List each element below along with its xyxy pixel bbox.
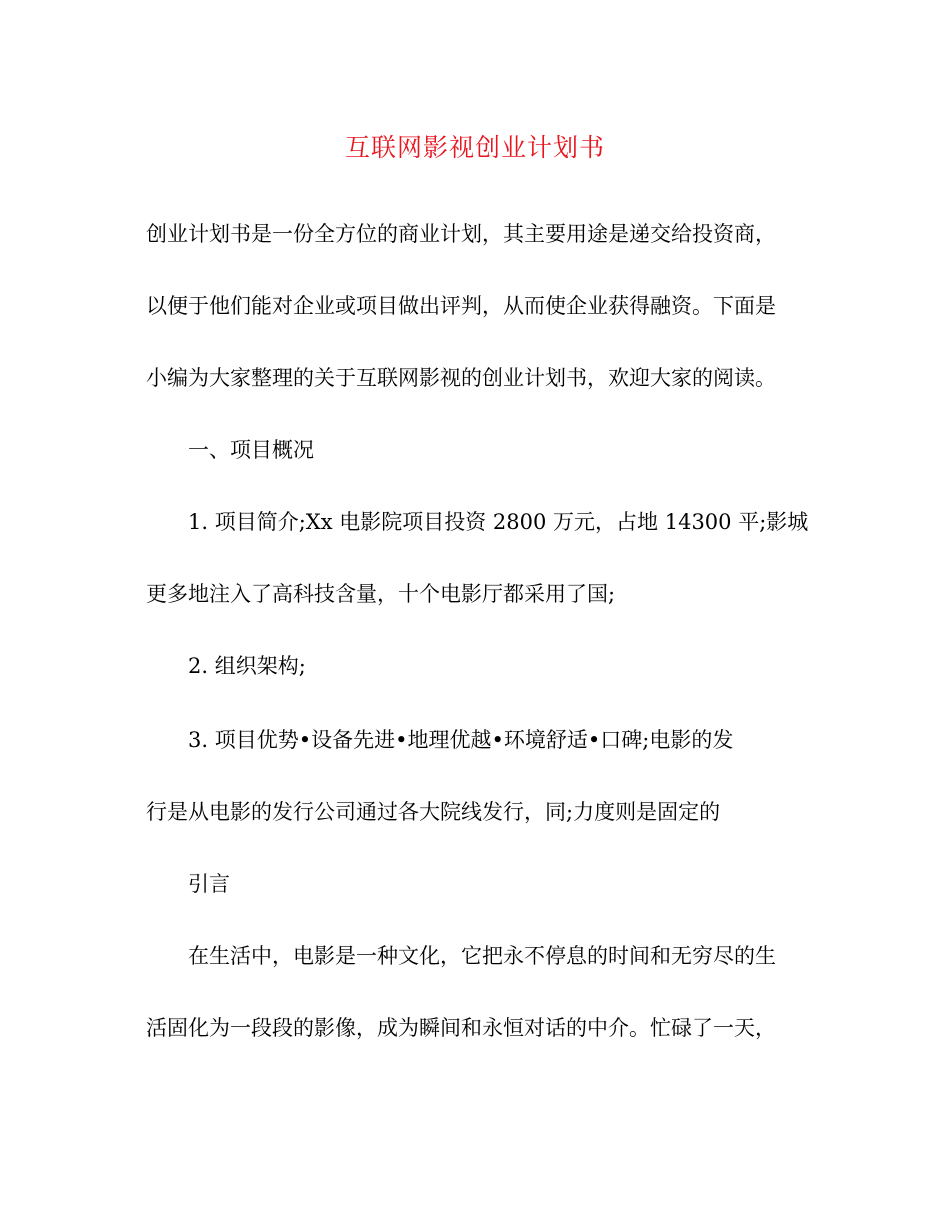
- paragraph-line-intro-2: 以便于他们能对企业或项目做出评判，从而使企业获得融资。下面是: [146, 294, 776, 318]
- document-title: 互联网影视创业计划书: [344, 133, 605, 162]
- section-heading-project-overview: 一、项目概况: [188, 438, 314, 462]
- list-item-project-intro: 1. 项目简介;Xx 电影院项目投资 2800 万元，占地 14300 平;影城: [188, 510, 809, 534]
- list-item-project-advantages-cont: 行是从电影的发行公司通过各大院线发行，同;力度则是固定的: [146, 800, 721, 824]
- list-item-project-intro-cont: 更多地注入了高科技含量，十个电影厅都采用了国;: [146, 582, 616, 606]
- paragraph-line-preface-2: 活固化为一段段的影像，成为瞬间和永恒对话的中介。忙碌了一天，: [146, 1016, 776, 1040]
- list-item-project-advantages: 3. 项目优势•设备先进•地理优越•环境舒适•口碑;电影的发: [188, 728, 734, 752]
- section-heading-preface: 引言: [188, 872, 230, 896]
- paragraph-line-intro-3: 小编为大家整理的关于互联网影视的创业计划书，欢迎大家的阅读。: [146, 366, 776, 390]
- paragraph-line-preface-1: 在生活中，电影是一种文化，它把永不停息的时间和无穷尽的生: [188, 944, 776, 968]
- list-item-org-structure: 2. 组织架构;: [188, 654, 306, 678]
- paragraph-line-intro-1: 创业计划书是一份全方位的商业计划，其主要用途是递交给投资商，: [146, 222, 776, 246]
